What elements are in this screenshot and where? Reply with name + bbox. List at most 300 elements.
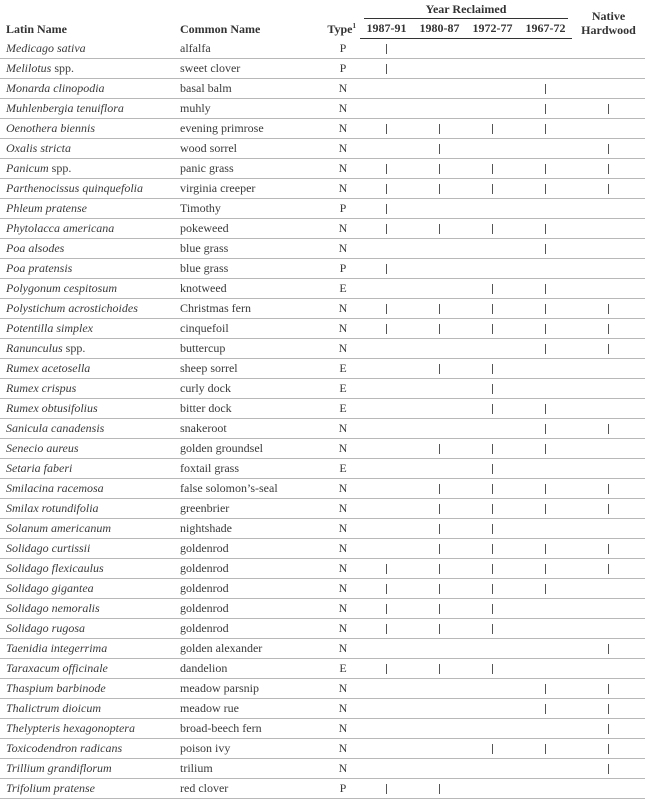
- type-code: N: [312, 699, 360, 719]
- type-code: N: [312, 239, 360, 259]
- mark-1967-72-cell: [519, 579, 572, 599]
- common-name: goldenrod: [174, 559, 312, 579]
- latin-name-cell: [0, 339, 174, 359]
- presence-tick-icon: [608, 324, 609, 334]
- mark-1967-72-cell: [519, 619, 572, 639]
- header-native-line2: Hardwood: [581, 22, 636, 37]
- latin-name: Phytolacca americana: [6, 221, 115, 235]
- mark-native-hardwood-cell: [572, 379, 645, 399]
- presence-tick-icon: [608, 484, 609, 494]
- presence-tick-icon: [439, 444, 440, 454]
- mark-1987-91-cell: [360, 599, 413, 619]
- mark-1980-87-cell: [413, 119, 466, 139]
- mark-1967-72-cell: [519, 759, 572, 779]
- common-name: cinquefoil: [174, 319, 312, 339]
- latin-name-cell: [0, 99, 174, 119]
- presence-tick-icon: [608, 424, 609, 434]
- common-name: curly dock: [174, 379, 312, 399]
- presence-tick-icon: [608, 104, 609, 114]
- common-name: Timothy: [174, 199, 312, 219]
- type-code: N: [312, 99, 360, 119]
- presence-tick-icon: [545, 104, 546, 114]
- mark-1967-72-cell: [519, 519, 572, 539]
- mark-native-hardwood-cell: [572, 199, 645, 219]
- latin-name-cell: [0, 139, 174, 159]
- presence-tick-icon: [439, 224, 440, 234]
- presence-tick-icon: [545, 424, 546, 434]
- mark-1972-77-cell: [466, 219, 519, 239]
- mark-1987-91-cell: [360, 259, 413, 279]
- presence-tick-icon: [545, 344, 546, 354]
- latin-name: Solidago gigantea: [6, 581, 94, 595]
- mark-1987-91-cell: [360, 219, 413, 239]
- table-row: [0, 679, 645, 699]
- table-row: [0, 539, 645, 559]
- type-code: N: [312, 219, 360, 239]
- table-row: [0, 419, 645, 439]
- presence-tick-icon: [492, 304, 493, 314]
- presence-tick-icon: [439, 584, 440, 594]
- table-row: [0, 459, 645, 479]
- latin-name-cell: [0, 499, 174, 519]
- mark-1987-91-cell: [360, 719, 413, 739]
- type-code: P: [312, 199, 360, 219]
- latin-name: Toxicodendron radicans: [6, 741, 123, 755]
- presence-tick-icon: [492, 484, 493, 494]
- mark-native-hardwood-cell: [572, 719, 645, 739]
- header-common-name: Common Name: [180, 21, 261, 36]
- mark-native-hardwood-cell: [572, 419, 645, 439]
- table-row: [0, 299, 645, 319]
- presence-tick-icon: [386, 184, 387, 194]
- type-code: N: [312, 639, 360, 659]
- presence-tick-icon: [545, 544, 546, 554]
- mark-1987-91-cell: [360, 559, 413, 579]
- mark-native-hardwood-cell: [572, 139, 645, 159]
- presence-tick-icon: [492, 444, 493, 454]
- presence-tick-icon: [545, 244, 546, 254]
- presence-tick-icon: [439, 664, 440, 674]
- table-row: [0, 579, 645, 599]
- presence-tick-icon: [545, 684, 546, 694]
- presence-tick-icon: [386, 664, 387, 674]
- species-abbrev: spp.: [65, 341, 86, 355]
- type-code: N: [312, 579, 360, 599]
- mark-1987-91-cell: [360, 579, 413, 599]
- presence-tick-icon: [386, 784, 387, 794]
- presence-tick-icon: [545, 324, 546, 334]
- mark-1972-77-cell: [466, 599, 519, 619]
- latin-name: Phleum pratense: [6, 201, 87, 215]
- table-row: [0, 759, 645, 779]
- table-row: [0, 499, 645, 519]
- presence-tick-icon: [492, 384, 493, 394]
- type-code: P: [312, 779, 360, 799]
- type-code: N: [312, 679, 360, 699]
- latin-name-cell: [0, 79, 174, 99]
- mark-1972-77-cell: [466, 499, 519, 519]
- mark-1967-72-cell: [519, 39, 572, 59]
- mark-1980-87-cell: [413, 359, 466, 379]
- mark-1980-87-cell: [413, 239, 466, 259]
- presence-tick-icon: [608, 684, 609, 694]
- mark-1967-72-cell: [519, 219, 572, 239]
- type-code: N: [312, 479, 360, 499]
- type-code: N: [312, 739, 360, 759]
- latin-name-cell: [0, 579, 174, 599]
- mark-1967-72-cell: [519, 339, 572, 359]
- table-row: [0, 739, 645, 759]
- latin-name-cell: [0, 479, 174, 499]
- latin-name-cell: [0, 39, 174, 59]
- common-name: golden alexander: [174, 639, 312, 659]
- presence-tick-icon: [439, 144, 440, 154]
- latin-name: Rumex crispus: [6, 381, 77, 395]
- mark-native-hardwood-cell: [572, 699, 645, 719]
- latin-name-cell: [0, 619, 174, 639]
- type-code: N: [312, 119, 360, 139]
- table-row: [0, 259, 645, 279]
- mark-native-hardwood-cell: [572, 439, 645, 459]
- species-abbrev: spp.: [51, 161, 72, 175]
- table-row: [0, 639, 645, 659]
- latin-name-cell: [0, 439, 174, 459]
- latin-name-cell: [0, 59, 174, 79]
- table-row: [0, 59, 645, 79]
- latin-name: Melilotus: [6, 61, 52, 75]
- mark-1967-72-cell: [519, 719, 572, 739]
- presence-tick-icon: [386, 624, 387, 634]
- type-code: P: [312, 59, 360, 79]
- latin-name-cell: [0, 179, 174, 199]
- latin-name-cell: [0, 319, 174, 339]
- mark-native-hardwood-cell: [572, 599, 645, 619]
- mark-native-hardwood-cell: [572, 559, 645, 579]
- presence-tick-icon: [439, 524, 440, 534]
- presence-tick-icon: [545, 224, 546, 234]
- latin-name: Solidago nemoralis: [6, 601, 100, 615]
- presence-tick-icon: [608, 504, 609, 514]
- mark-1980-87-cell: [413, 99, 466, 119]
- common-name: dandelion: [174, 659, 312, 679]
- presence-tick-icon: [492, 184, 493, 194]
- header-year-3: 1972-77: [466, 19, 519, 39]
- mark-1987-91-cell: [360, 639, 413, 659]
- type-code: N: [312, 719, 360, 739]
- presence-tick-icon: [608, 764, 609, 774]
- mark-1980-87-cell: [413, 259, 466, 279]
- mark-native-hardwood-cell: [572, 159, 645, 179]
- latin-name: Thaspium barbinode: [6, 681, 106, 695]
- presence-tick-icon: [439, 184, 440, 194]
- mark-1980-87-cell: [413, 619, 466, 639]
- mark-1980-87-cell: [413, 79, 466, 99]
- table-row: [0, 39, 645, 59]
- mark-1972-77-cell: [466, 39, 519, 59]
- latin-name: Muhlenbergia tenuiflora: [6, 101, 124, 115]
- mark-1980-87-cell: [413, 439, 466, 459]
- mark-1972-77-cell: [466, 719, 519, 739]
- table-row: [0, 379, 645, 399]
- mark-1987-91-cell: [360, 359, 413, 379]
- type-code: N: [312, 619, 360, 639]
- latin-name-cell: [0, 379, 174, 399]
- presence-tick-icon: [386, 564, 387, 574]
- latin-name: Trillium grandiflorum: [6, 761, 112, 775]
- mark-1980-87-cell: [413, 679, 466, 699]
- mark-1967-72-cell: [519, 499, 572, 519]
- mark-native-hardwood-cell: [572, 659, 645, 679]
- mark-1980-87-cell: [413, 59, 466, 79]
- mark-1980-87-cell: [413, 499, 466, 519]
- mark-1972-77-cell: [466, 439, 519, 459]
- mark-1972-77-cell: [466, 59, 519, 79]
- latin-name-cell: [0, 419, 174, 439]
- presence-tick-icon: [492, 124, 493, 134]
- presence-tick-icon: [439, 544, 440, 554]
- common-name: foxtail grass: [174, 459, 312, 479]
- mark-1980-87-cell: [413, 319, 466, 339]
- mark-1967-72-cell: [519, 699, 572, 719]
- presence-tick-icon: [492, 404, 493, 414]
- header-native-line1: Native: [591, 8, 626, 23]
- mark-1967-72-cell: [519, 659, 572, 679]
- common-name: nightshade: [174, 519, 312, 539]
- latin-name: Poa pratensis: [6, 261, 73, 275]
- mark-1972-77-cell: [466, 659, 519, 679]
- mark-1987-91-cell: [360, 659, 413, 679]
- mark-1987-91-cell: [360, 79, 413, 99]
- table-row: [0, 79, 645, 99]
- presence-tick-icon: [545, 504, 546, 514]
- header-year-reclaimed-label: Year Reclaimed: [364, 2, 568, 19]
- mark-1972-77-cell: [466, 399, 519, 419]
- mark-1972-77-cell: [466, 419, 519, 439]
- mark-1967-72-cell: [519, 119, 572, 139]
- mark-1967-72-cell: [519, 259, 572, 279]
- table-header: [0, 0, 645, 39]
- header-type-footnote: 1: [352, 21, 356, 30]
- latin-name-cell: [0, 299, 174, 319]
- mark-1972-77-cell: [466, 779, 519, 799]
- latin-name-cell: [0, 759, 174, 779]
- presence-tick-icon: [439, 504, 440, 514]
- mark-1967-72-cell: [519, 419, 572, 439]
- type-code: P: [312, 39, 360, 59]
- mark-1987-91-cell: [360, 739, 413, 759]
- latin-name: Poa alsodes: [6, 241, 65, 255]
- latin-name-cell: [0, 279, 174, 299]
- latin-name-cell: [0, 199, 174, 219]
- latin-name-cell: [0, 359, 174, 379]
- mark-1967-72-cell: [519, 319, 572, 339]
- table-row: [0, 479, 645, 499]
- mark-1980-87-cell: [413, 279, 466, 299]
- table-row: [0, 119, 645, 139]
- presence-tick-icon: [545, 584, 546, 594]
- mark-native-hardwood-cell: [572, 519, 645, 539]
- mark-1972-77-cell: [466, 759, 519, 779]
- mark-1967-72-cell: [519, 379, 572, 399]
- presence-tick-icon: [545, 284, 546, 294]
- presence-tick-icon: [545, 564, 546, 574]
- presence-tick-icon: [439, 624, 440, 634]
- presence-tick-icon: [386, 44, 387, 54]
- table-row: [0, 279, 645, 299]
- type-code: N: [312, 539, 360, 559]
- presence-tick-icon: [439, 784, 440, 794]
- common-name: virginia creeper: [174, 179, 312, 199]
- type-code: E: [312, 379, 360, 399]
- mark-native-hardwood-cell: [572, 339, 645, 359]
- latin-name-cell: [0, 539, 174, 559]
- mark-1972-77-cell: [466, 179, 519, 199]
- presence-tick-icon: [492, 284, 493, 294]
- mark-1980-87-cell: [413, 699, 466, 719]
- header-year-reclaimed: [360, 0, 572, 19]
- presence-tick-icon: [608, 564, 609, 574]
- presence-tick-icon: [608, 164, 609, 174]
- common-name: goldenrod: [174, 619, 312, 639]
- mark-1987-91-cell: [360, 539, 413, 559]
- latin-name-cell: [0, 559, 174, 579]
- latin-name: Smilax rotundifolia: [6, 501, 99, 515]
- mark-1972-77-cell: [466, 519, 519, 539]
- latin-name: Thalictrum dioicum: [6, 701, 101, 715]
- presence-tick-icon: [492, 744, 493, 754]
- mark-1972-77-cell: [466, 139, 519, 159]
- mark-1980-87-cell: [413, 779, 466, 799]
- presence-tick-icon: [608, 344, 609, 354]
- mark-1967-72-cell: [519, 559, 572, 579]
- common-name: evening primrose: [174, 119, 312, 139]
- type-code: N: [312, 319, 360, 339]
- mark-1967-72-cell: [519, 639, 572, 659]
- mark-native-hardwood-cell: [572, 319, 645, 339]
- mark-1967-72-cell: [519, 359, 572, 379]
- common-name: buttercup: [174, 339, 312, 359]
- presence-tick-icon: [492, 544, 493, 554]
- latin-name: Monarda clinopodia: [6, 81, 105, 95]
- presence-tick-icon: [545, 484, 546, 494]
- latin-name-cell: [0, 519, 174, 539]
- latin-name: Rumex obtusifolius: [6, 401, 98, 415]
- presence-tick-icon: [386, 304, 387, 314]
- common-name: meadow rue: [174, 699, 312, 719]
- mark-native-hardwood-cell: [572, 239, 645, 259]
- latin-name-cell: [0, 639, 174, 659]
- latin-name: Potentilla simplex: [6, 321, 93, 335]
- mark-1967-72-cell: [519, 159, 572, 179]
- latin-name: Trifolium pratense: [6, 781, 96, 795]
- presence-tick-icon: [545, 744, 546, 754]
- mark-1967-72-cell: [519, 99, 572, 119]
- mark-1980-87-cell: [413, 479, 466, 499]
- type-code: N: [312, 599, 360, 619]
- latin-name: Rumex acetosella: [6, 361, 91, 375]
- mark-1987-91-cell: [360, 379, 413, 399]
- presence-tick-icon: [608, 184, 609, 194]
- mark-1967-72-cell: [519, 79, 572, 99]
- common-name: wood sorrel: [174, 139, 312, 159]
- mark-1972-77-cell: [466, 579, 519, 599]
- mark-native-hardwood-cell: [572, 59, 645, 79]
- mark-1967-72-cell: [519, 179, 572, 199]
- presence-tick-icon: [545, 124, 546, 134]
- mark-1967-72-cell: [519, 679, 572, 699]
- presence-tick-icon: [545, 404, 546, 414]
- common-name: poison ivy: [174, 739, 312, 759]
- mark-1972-77-cell: [466, 539, 519, 559]
- type-code: E: [312, 359, 360, 379]
- mark-1987-91-cell: [360, 519, 413, 539]
- mark-1972-77-cell: [466, 299, 519, 319]
- latin-name-cell: [0, 659, 174, 679]
- mark-1972-77-cell: [466, 639, 519, 659]
- mark-native-hardwood-cell: [572, 679, 645, 699]
- presence-tick-icon: [492, 664, 493, 674]
- mark-1980-87-cell: [413, 339, 466, 359]
- mark-native-hardwood-cell: [572, 259, 645, 279]
- mark-1972-77-cell: [466, 559, 519, 579]
- mark-1987-91-cell: [360, 699, 413, 719]
- mark-1987-91-cell: [360, 319, 413, 339]
- mark-1987-91-cell: [360, 679, 413, 699]
- type-code: E: [312, 659, 360, 679]
- common-name: alfalfa: [174, 39, 312, 59]
- common-name: meadow parsnip: [174, 679, 312, 699]
- common-name: false solomon’s-seal: [174, 479, 312, 499]
- latin-name-cell: [0, 159, 174, 179]
- mark-1987-91-cell: [360, 39, 413, 59]
- table-row: [0, 179, 645, 199]
- presence-tick-icon: [386, 164, 387, 174]
- mark-native-hardwood-cell: [572, 739, 645, 759]
- latin-name: Panicum: [6, 161, 49, 175]
- mark-1967-72-cell: [519, 299, 572, 319]
- mark-native-hardwood-cell: [572, 619, 645, 639]
- presence-tick-icon: [386, 604, 387, 614]
- type-code: N: [312, 499, 360, 519]
- latin-name: Setaria faberi: [6, 461, 73, 475]
- mark-1980-87-cell: [413, 519, 466, 539]
- mark-1987-91-cell: [360, 439, 413, 459]
- type-code: E: [312, 279, 360, 299]
- mark-1980-87-cell: [413, 199, 466, 219]
- mark-native-hardwood-cell: [572, 459, 645, 479]
- type-code: N: [312, 759, 360, 779]
- mark-1972-77-cell: [466, 159, 519, 179]
- presence-tick-icon: [545, 704, 546, 714]
- type-code: N: [312, 439, 360, 459]
- presence-tick-icon: [608, 744, 609, 754]
- mark-1980-87-cell: [413, 559, 466, 579]
- latin-name: Medicago sativa: [6, 40, 86, 55]
- presence-tick-icon: [608, 544, 609, 554]
- common-name: goldenrod: [174, 539, 312, 559]
- common-name: bitter dock: [174, 399, 312, 419]
- mark-1967-72-cell: [519, 279, 572, 299]
- presence-tick-icon: [492, 464, 493, 474]
- presence-tick-icon: [386, 124, 387, 134]
- mark-1967-72-cell: [519, 239, 572, 259]
- mark-1972-77-cell: [466, 739, 519, 759]
- common-name: trilium: [174, 759, 312, 779]
- presence-tick-icon: [545, 304, 546, 314]
- mark-1972-77-cell: [466, 119, 519, 139]
- mark-1980-87-cell: [413, 39, 466, 59]
- latin-name: Smilacina racemosa: [6, 481, 104, 495]
